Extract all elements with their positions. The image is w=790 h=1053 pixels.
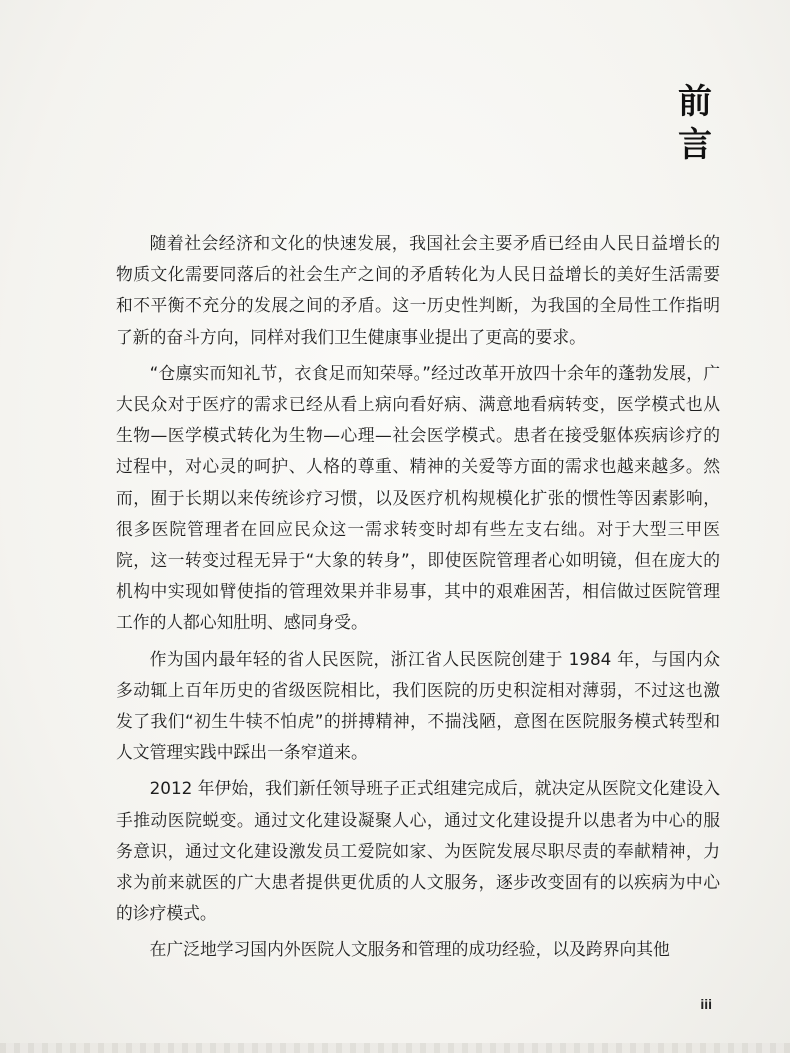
paragraph: 随着社会经济和文化的快速发展，我国社会主要矛盾已经由人民日益增长的物质文化需要同落后的社会生产之间的矛盾转化为人民日益增长的美好生活需要和不平衡不充分的发展之间的矛盾。这一历史性判断，为我国的全局性工作指明了新的奋斗方向，同样对我们卫生健康事业提出了更高的要求。 xyxy=(116,233,720,347)
preface-title-char-1: 前 xyxy=(678,82,712,122)
paragraph: 作为国内最年轻的省人民医院，浙江省人民医院创建于 1984 年，与国内众多动辄上百年历史的省级医院相比，我们医院的历史积淀相对薄弱，不过这也激发了我们“初生牛犊不怕虎”的拼搏精神，不揣浅陋，意图在医院服务模式转型和人文管理实践中踩出一条窄道来。 xyxy=(116,648,720,763)
paragraph: 2012 年伊始，我们新任领导班子正式组建完成后，就决定从医院文化建设入手推动医院蜕变。通过文化建设凝聚人心，通过文化建设提升以患者为中心的服务意识，通过文化建设激发员工爱院如家、为医院发展尽职尽责的奉献精神，力求为前来就医的广大患者提供更优质的人文服务，逐步改变固有的以疾病为中心的诊疗模式。 xyxy=(116,778,720,924)
paragraph: “仓廪实而知礼节，衣食足而知荣辱。”经过改革开放四十余年的蓬勃发展，广大民众对于医疗的需求已经从看上病向看好病、满意地看病转变，医学模式也从生物—医学模式转化为生物—心理—社会医学模式。患者在接受躯体疾病诊疗的过程中，对心灵的呵护、人格的尊重、精神的关爱等方面的需求也越来越多。然而，囿于长期以来传统诊疗习惯，以及医疗机构规模化扩张的惯性等因素影响，很多医院管理者在回应民众这一需求转变时却有些左支右绌。对于大型三甲医院，这一转变过程无异于“大象的转身”，即使医院管理者心如明镜，但在庞大的机构中实现如臂使指的管理效果并非易事，其中的艰难困苦，相信做过医院管理工作的人都心知肚明、感同身受。 xyxy=(116,362,720,633)
page-bottom-edge xyxy=(0,1043,790,1053)
preface-body xyxy=(116,228,720,971)
page-number: iii xyxy=(700,996,712,1012)
paragraph: 在广泛地学习国内外医院人文服务和管理的成功经验，以及跨界向其他 xyxy=(149,939,670,960)
preface-title-char-2: 言 xyxy=(678,125,712,165)
